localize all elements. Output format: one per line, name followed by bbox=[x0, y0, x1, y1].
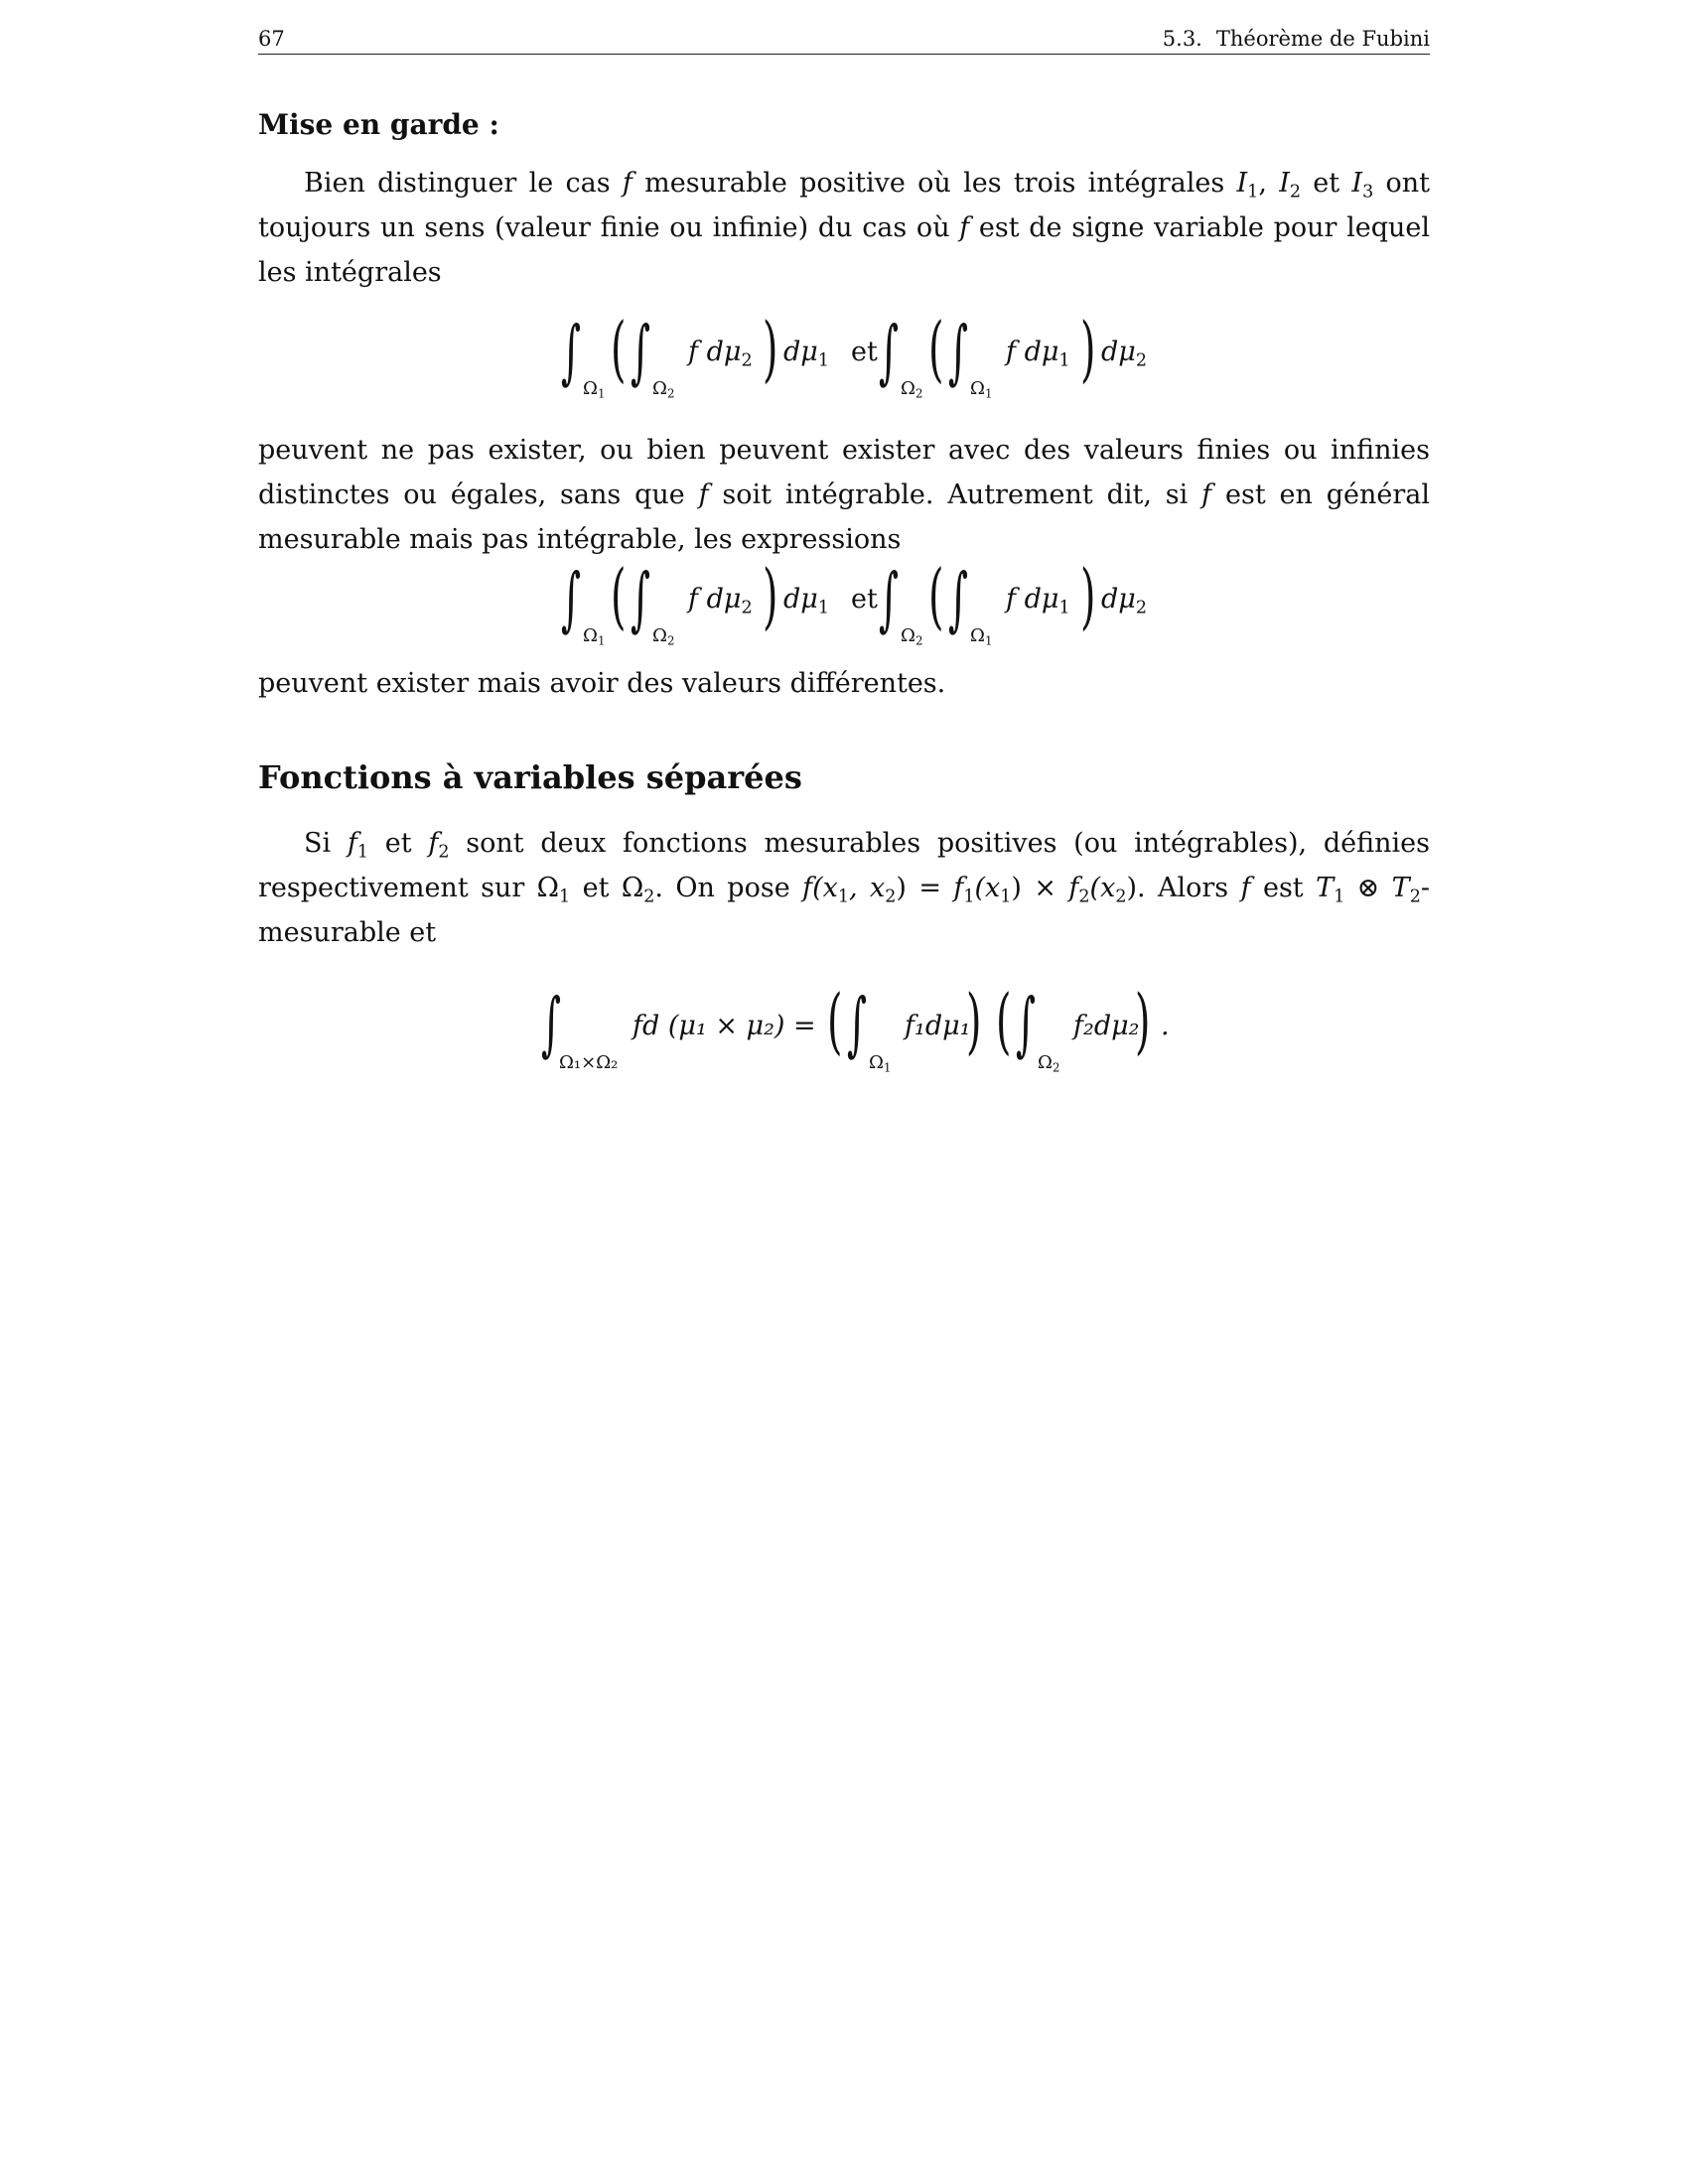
section-header bbox=[1163, 26, 1430, 52]
display-formula-2: ∫ $\Omega_1$ ( ∫ $\Omega_2$ f $d\mu_2$ ) $d\mu_1$ et ∫ $\Omega_2$ ( ∫ $\Omega_1$ f $d\mu_1$ ) $d\mu_2$ bbox=[561, 554, 1147, 648]
page-number: 67 bbox=[258, 27, 285, 51]
display-formula-1: ∫ $\Omega_1$ ( ∫ $\Omega_2$ f $d\mu_2$ ) $d\mu_1$ et ∫ $\Omega_2$ ( ∫ $\Omega_1$ f $d\mu_1$ ) $d\mu_2$ bbox=[561, 307, 1147, 401]
running-header bbox=[258, 26, 1430, 55]
warning-paragraph-2: peuvent ne pas exister, ou bien peuvent exister avec des valeurs finies ou infinies distinctes ou égales, sans que f soit intégrable. Autrement dit, si f est en général mesurable mais pas intégrable, les expressions bbox=[258, 435, 1430, 556]
warning-heading: Mise en garde : bbox=[258, 108, 499, 141]
page-content bbox=[258, 95, 1430, 1118]
warning-paragraph-1: Bien distinguer le cas f mesurable positive où les trois intégrales $I_1$, $I_2$ et $I_3$ ont toujours un sens (valeur finie ou infinie) du cas où f est de signe variable pour lequel les intégrales bbox=[258, 168, 1431, 289]
section-title-header: Théorème de Fubini bbox=[1215, 27, 1430, 51]
section-number: 5.3. bbox=[1162, 27, 1202, 51]
warning-paragraph-3: peuvent exister mais avoir des valeurs différentes. bbox=[258, 668, 946, 700]
separated-paragraph: Si $f_1$ et $f_2$ sont deux fonctions mesurables positives (ou intégrables), définies respectivement sur $\Omega_1$ et $\Omega_2$. On pose $f(x_1$, $x_2) = f_1(x_1) \times f_2(x_2)$. Alors f est $T_1$ ⊗ $T_2$-mesurable et bbox=[258, 827, 1431, 948]
display-formula-3: ∫ Ω₁×Ω₂ fd (μ₁ × μ₂) = ( ∫ $\Omega_1$ f₁dμ₁ ) ( ∫ $\Omega_2$ f₂dμ₂ ) . bbox=[541, 978, 1170, 1075]
section-heading: Fonctions à variables séparées bbox=[258, 758, 802, 797]
